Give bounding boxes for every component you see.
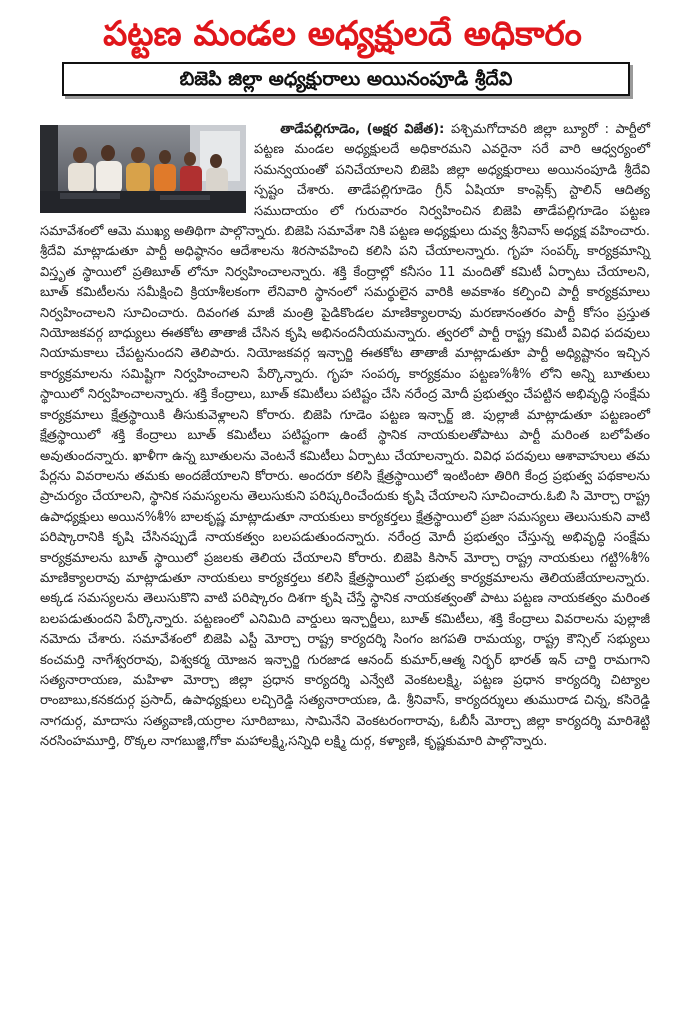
dateline-source: (అక్షర విజేత): (366, 122, 445, 137)
article-body-text: పశ్చిమగోదావరి జిల్లా బ్యూరో : పార్టీలో పట్టణ మండల అధ్యక్షులదే అధికారమని ఎవరైనా సరే వారి ఆధ్వర్యంలో సమన్వయంతో పనిచేయాలని బిజెపి జిల్లా అధ్యక్షురాలు అయినంపూడి శ్రీదేవి స్పష్టం చేశారు. తాడేపల్లిగూడెం గ్రీన్ ఏషియా కాంప్లెక్స్ స్టాలిన్ ఆదిత్య సముదాయం లో గురువారం నిర్వహించిన బిజెపి తాడేపల్లిగూడెం పట్టణ సమావేశంలో ఆమె ముఖ్య అతిథిగా పాల్గొన్నారు. బిజెపి సమావేశా నికి పట్టణ అధ్యక్షులు దువ్వ శ్రీనివాస్ అధ్యక్ష వహించారు. శ్రీదేవి మాట్లాడుతూ పార్టీ అధిష్ఠానం ఆదేశాలను శిరసావహించి కలిసి పని చేయాలన్నారు. గృహ సంపర్క్ కార్యక్రమాన్ని విస్తృత స్థాయిలో ప్రతిబూత్ లోనూ నిర్వహించాలన్నారు. శక్తి కేంద్రాల్లో కనీసం 11 మందితో కమిటీ ఏర్పాటు చేయాలని, బూత్ కమిటీలను సమీక్షించి క్రియాశీలకంగా లేనివారి స్థానంలో సమర్థులైన వారికి అవకాశం కల్పించి పార్టీ కార్యక్రమాలు నిర్వహించాలని సూచించారు. దివంగత మాజీ మంత్రి పైడికొండల మాణిక్యాలరావు మరణానంతరం పార్టీ కోసం ప్రస్తుత నియోజకవర్గ బాధ్యులు ఈతకోట తాతాజీ చేసిన కృషి అభినందనీయమన్నారు. త్వరలో పార్టీ రాష్ట్ర కమిటీ వివిధ పదవులు నియామకాలు చేపట్టనుందని తెలిపారు. నియోజకవర్గ ఇన్చార్జి ఈతకోట తాతాజీ మాట్లాడుతూ పార్టీ అధ్యిష్టానం ఇచ్చిన కార్యక్రమాలను సమిష్టిగా నిర్వహించాలని పేర్కొన్నారు. గృహ సంపర్క కార్యక్రమం పట్టణ%శీ% లోని అన్ని బూతులు స్థాయిలో నిర్వహించాలన్నారు. శక్తి కేంద్రాలు, బూత్ కమిటీలు పటిష్టం చేసి నరేంద్ర మోదీ ప్రభుత్వం చేపట్టిన అభివృద్ధి సంక్షేమ కార్యక్రమాలు క్షేత్రస్థాయికి తీసుకువెళ్లాలని కోరారు. బిజెపి గూడెం పట్టణ ఇన్చార్జ్ జి. పుల్లాజీ మాట్లాడుతూ పట్టణంలో క్షేత్రస్థాయిలో శక్తి కేంద్రాలు బూత్ కమిటీలు పటిష్టంగా ఉంటే స్థానిక నాయకులతోపాటు పార్టీ మరింత బలోపేతం అవుతుందన్నారు. ఖాళీగా ఉన్న బూతులను వెంటనే కమిటీలు ఏర్పాటు చేయాలన్నారు. వివిధ పదవులు ఆశావాహులు తమ పేర్లను వివరాలను తమకు అందజేయాలని కోరారు. అందరూ కలిసి క్షేత్రస్థాయిలో ఇంటింటా తిరిగి కేంద్ర ప్రభుత్వ పథకాలను ప్రాచుర్యం చేయాలని, స్థానిక సమస్యలను తెలుసుకుని పరిష్కరించేందుకు కృషి చేయాలని సూచించారు.ఓబి సి మోర్చా రాష్ట్ర ఉపాధ్యక్షులు అయిన%శీ% బాలకృష్ణ మాట్లాడుతూ నాయకులు కార్యకర్తలు క్షేత్రస్థాయిలో ప్రజా సమస్యలు తెలుసుకుని వాటి పరిష్కారానికి కృషి చేసినప్పుడే నాయకత్వం బలపడుతుందన్నారు. నరేంద్ర మోదీ ప్రభుత్వం చేస్తున్న అభివృద్ధి సంక్షేమ కార్యక్రమాలను బూత్ స్థాయిలో ప్రజలకు తెలియ చేయాలని కోరారు. బిజెపి కిసాన్ మోర్చా రాష్ట్ర నాయకులు గట్టి%శీ% మాణిక్యాలరావు మాట్లాడుతూ నాయకులు కార్యకర్తలు కలిసి క్షేత్రస్థాయిలో ప్రభుత్వ కార్యక్రమాలను తెలియజేయాలన్నారు. అక్కడ సమస్యలను తెలుసుకొని వాటి పరిష్కారం దిశగా కృషి చేస్తే స్థానిక నాయకత్వంతో పాటు పట్టణ నాయకత్వం మరింత బలపడుతుందని పేర్కొన్నారు. పట్టణంలో ఎనిమిది వార్డులు ఇన్చార్జీలు, బూత్ కమిటీలు, శక్తి కేంద్రాలు వివరాలను పుల్లాజీ నమోదు చేశారు. సమావేశంలో బిజెపి ఎస్టీ మోర్చా రాష్ట్ర కార్యదర్శి సింగం జగపతి రామయ్య, రాష్ట్ర కౌన్సిల్ సభ్యులు కంచమర్తి నాగేశ్వరరావు, విశ్వకర్మ యోజన ఇన్చార్జి గురజాడ ఆనంద్ కుమార్,ఆత్మ నిర్భర్ భారత్ ఇన్ చార్జి రామగాని సత్యనారాయణ, మహిళా మోర్చా జిల్లా ప్రధాన కార్యదర్శి ఎన్వేటి వెంకటలక్ష్మి, పట్టణ ప్రధాన కార్యదర్శి చిట్యాల రాంబాబు,కనకదుర్గ ప్రసాద్, ఉపాధ్యక్షులు లచ్చిరెడ్డి సత్యనారాయణ, డి. శ్రీనివాస్, కార్యదర్శులు తుమురాడ చిన్న, కసిరెడ్డి నాగదుర్గ, మాదాసు సత్యవాణి,యర్రాల సూరిబాబు, సామినేని వెంకటరంగారావు, ఓబీసీ మోర్చా జిల్లా కార్యదర్శి మారిశెట్టి నరసింహమూర్తి, రొక్కల నాగబుజ్జి,గోకా మహాలక్ష్మి,సన్నిధి లక్ష్మి దుర్గ, కళ్యాణి, కృష్ణకుమారి పాల్గొన్నారు. (40, 122, 651, 750)
headline: పట్టణ మండల అధ్యక్షులదే అధికారం (103, 14, 582, 54)
dateline-place: తాడేపల్లిగూడెం, (280, 122, 361, 137)
photo-spacer (40, 120, 254, 222)
subheadline: బిజెపి జిల్లా అధ్యక్షురాలు అయినంపూడి శ్రీదేవి (179, 68, 513, 90)
subheadline-box (62, 62, 630, 96)
article-body (40, 120, 650, 753)
